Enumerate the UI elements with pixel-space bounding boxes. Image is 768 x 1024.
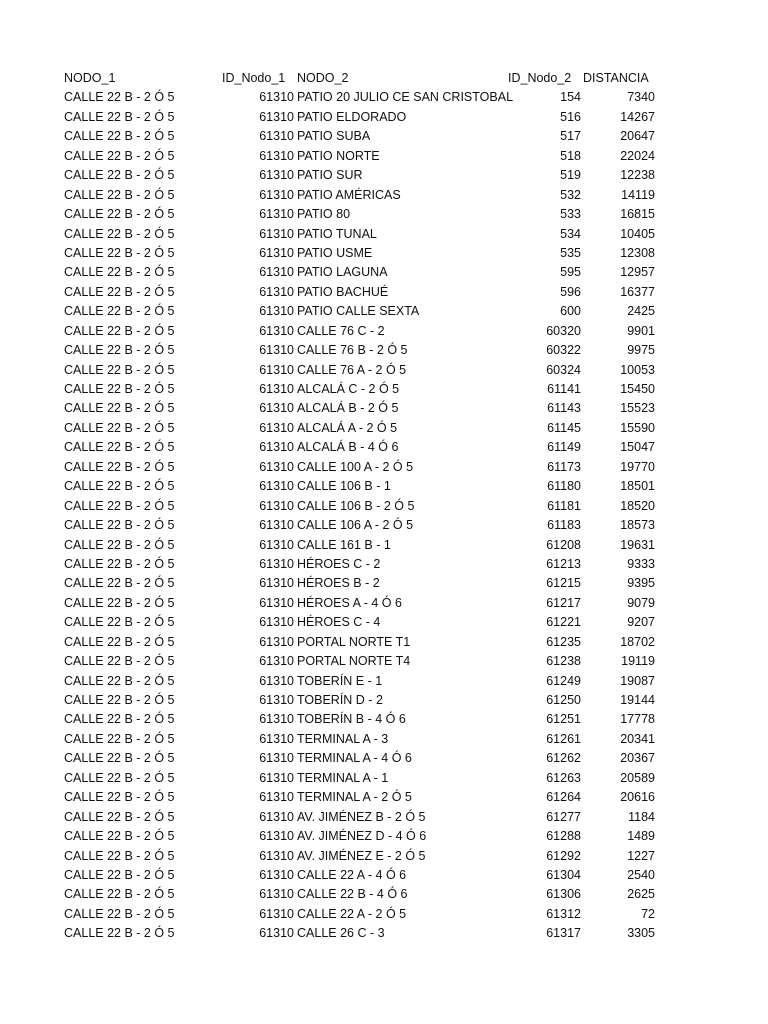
cell-nodo-2: HÉROES C - 2 <box>297 556 381 571</box>
cell-id-nodo-1: 61310 <box>259 615 294 630</box>
cell-nodo-1: CALLE 22 B - 2 Ó 5 <box>64 926 175 941</box>
cell-id-nodo-1: 61310 <box>259 148 294 163</box>
cell-nodo-1: CALLE 22 B - 2 Ó 5 <box>64 187 175 202</box>
cell-nodo-2: HÉROES B - 2 <box>297 576 380 591</box>
cell-id-nodo-1: 61310 <box>259 498 294 513</box>
cell-nodo-2: TERMINAL A - 2 Ó 5 <box>297 790 412 805</box>
cell-id-nodo-2: 519 <box>560 168 581 183</box>
cell-id-nodo-2: 61264 <box>546 790 581 805</box>
cell-nodo-2: AV. JIMÉNEZ E - 2 Ó 5 <box>297 848 426 863</box>
cell-distancia: 12957 <box>620 265 655 280</box>
cell-id-nodo-2: 595 <box>560 265 581 280</box>
cell-nodo-2: ALCALÁ B - 4 Ó 6 <box>297 440 399 455</box>
cell-nodo-2: CALLE 76 C - 2 <box>297 323 385 338</box>
cell-id-nodo-1: 61310 <box>259 284 294 299</box>
cell-id-nodo-2: 61261 <box>546 731 581 746</box>
cell-id-nodo-2: 535 <box>560 245 581 260</box>
cell-nodo-1: CALLE 22 B - 2 Ó 5 <box>64 304 175 319</box>
cell-id-nodo-1: 61310 <box>259 90 294 105</box>
cell-nodo-1: CALLE 22 B - 2 Ó 5 <box>64 207 175 222</box>
cell-id-nodo-1: 61310 <box>259 731 294 746</box>
cell-nodo-1: CALLE 22 B - 2 Ó 5 <box>64 148 175 163</box>
cell-id-nodo-1: 61310 <box>259 304 294 319</box>
cell-distancia: 72 <box>641 906 655 921</box>
cell-distancia: 16377 <box>620 284 655 299</box>
cell-nodo-2: TOBERÍN B - 4 Ó 6 <box>297 712 406 727</box>
cell-nodo-1: CALLE 22 B - 2 Ó 5 <box>64 226 175 241</box>
cell-id-nodo-1: 61310 <box>259 207 294 222</box>
cell-id-nodo-2: 61183 <box>547 518 581 533</box>
cell-id-nodo-1: 61310 <box>259 848 294 863</box>
cell-id-nodo-2: 61141 <box>547 382 581 396</box>
cell-distancia: 9901 <box>627 323 655 338</box>
cell-id-nodo-1: 61310 <box>259 168 294 183</box>
cell-id-nodo-2: 60320 <box>546 323 581 338</box>
cell-nodo-2: PATIO SUR <box>297 168 363 183</box>
cell-id-nodo-1: 61310 <box>259 323 294 338</box>
cell-id-nodo-1: 61310 <box>259 226 294 241</box>
cell-nodo-1: CALLE 22 B - 2 Ó 5 <box>64 362 175 377</box>
cell-id-nodo-2: 532 <box>560 187 581 202</box>
cell-nodo-2: PATIO NORTE <box>297 148 380 163</box>
cell-id-nodo-1: 61310 <box>259 887 294 902</box>
cell-nodo-2: CALLE 106 B - 2 Ó 5 <box>297 498 415 513</box>
cell-distancia: 2425 <box>627 304 655 319</box>
cell-nodo-2: PATIO AMÉRICAS <box>297 187 401 202</box>
cell-nodo-2: CALLE 106 A - 2 Ó 5 <box>297 518 414 533</box>
cell-id-nodo-1: 61310 <box>259 926 294 941</box>
cell-distancia: 2540 <box>627 867 655 882</box>
cell-nodo-2: CALLE 100 A - 2 Ó 5 <box>297 459 414 474</box>
cell-nodo-2: TERMINAL A - 4 Ó 6 <box>297 751 412 766</box>
header-nodo-1: NODO_1 <box>64 71 116 85</box>
cell-nodo-1: CALLE 22 B - 2 Ó 5 <box>64 245 175 260</box>
cell-id-nodo-2: 61208 <box>546 537 581 552</box>
cell-id-nodo-1: 61310 <box>259 809 294 824</box>
cell-id-nodo-1: 61310 <box>259 518 294 533</box>
cell-nodo-2: CALLE 22 B - 4 Ó 6 <box>297 887 408 902</box>
cell-id-nodo-2: 61250 <box>546 693 581 707</box>
cell-distancia: 22024 <box>620 148 655 163</box>
cell-id-nodo-2: 61306 <box>546 887 581 902</box>
cell-id-nodo-2: 61173 <box>547 459 581 474</box>
cell-nodo-2: CALLE 161 B - 1 <box>297 537 391 552</box>
cell-distancia: 10405 <box>620 226 655 241</box>
cell-nodo-2: CALLE 76 B - 2 Ó 5 <box>297 343 408 358</box>
cell-id-nodo-2: 61221 <box>546 615 581 630</box>
cell-id-nodo-2: 61317 <box>546 926 581 941</box>
header-nodo-2: NODO_2 <box>297 71 349 85</box>
cell-id-nodo-2: 61312 <box>546 906 581 921</box>
cell-nodo-1: CALLE 22 B - 2 Ó 5 <box>64 576 175 591</box>
cell-nodo-2: CALLE 106 B - 1 <box>297 479 391 494</box>
cell-distancia: 9333 <box>627 556 655 571</box>
cell-id-nodo-1: 61310 <box>259 770 294 785</box>
cell-nodo-1: CALLE 22 B - 2 Ó 5 <box>64 615 175 630</box>
cell-id-nodo-2: 61143 <box>547 401 581 416</box>
cell-id-nodo-2: 534 <box>560 226 581 241</box>
cell-nodo-1: CALLE 22 B - 2 Ó 5 <box>64 712 175 727</box>
cell-id-nodo-2: 516 <box>560 109 581 124</box>
cell-distancia: 3305 <box>627 926 655 941</box>
cell-nodo-2: TOBERÍN D - 2 <box>297 693 383 707</box>
cell-nodo-1: CALLE 22 B - 2 Ó 5 <box>64 284 175 299</box>
cell-distancia: 1184 <box>628 809 655 824</box>
cell-id-nodo-1: 61310 <box>259 479 294 494</box>
cell-nodo-1: CALLE 22 B - 2 Ó 5 <box>64 654 175 669</box>
cell-nodo-2: AV. JIMÉNEZ B - 2 Ó 5 <box>297 809 426 824</box>
cell-nodo-1: CALLE 22 B - 2 Ó 5 <box>64 751 175 766</box>
cell-distancia: 18573 <box>620 518 655 533</box>
cell-id-nodo-2: 518 <box>560 148 581 163</box>
cell-distancia: 20589 <box>620 770 655 785</box>
cell-id-nodo-2: 533 <box>560 207 581 222</box>
cell-distancia: 15523 <box>620 401 655 416</box>
cell-nodo-1: CALLE 22 B - 2 Ó 5 <box>64 459 175 474</box>
cell-distancia: 9975 <box>627 343 655 358</box>
cell-id-nodo-1: 61310 <box>259 693 294 707</box>
cell-distancia: 20616 <box>620 790 655 805</box>
cell-distancia: 16815 <box>620 207 655 222</box>
cell-id-nodo-1: 61310 <box>259 343 294 358</box>
header-id-nodo-1: ID_Nodo_1 <box>222 71 286 85</box>
cell-id-nodo-2: 61235 <box>546 634 581 649</box>
cell-nodo-1: CALLE 22 B - 2 Ó 5 <box>64 887 175 902</box>
cell-id-nodo-2: 61145 <box>547 420 581 435</box>
cell-id-nodo-2: 61263 <box>546 770 581 785</box>
cell-nodo-1: CALLE 22 B - 2 Ó 5 <box>64 867 175 882</box>
cell-distancia: 18702 <box>620 634 655 649</box>
cell-id-nodo-1: 61310 <box>259 109 294 124</box>
cell-nodo-1: CALLE 22 B - 2 Ó 5 <box>64 634 175 649</box>
cell-distancia: 20647 <box>620 129 655 144</box>
cell-id-nodo-2: 61288 <box>546 829 581 844</box>
cell-nodo-1: CALLE 22 B - 2 Ó 5 <box>64 323 175 338</box>
cell-nodo-2: PATIO 80 <box>297 207 351 222</box>
cell-id-nodo-1: 61310 <box>259 906 294 921</box>
cell-id-nodo-1: 61310 <box>259 556 294 571</box>
cell-id-nodo-1: 61310 <box>259 440 294 455</box>
cell-id-nodo-2: 60324 <box>546 362 581 377</box>
cell-id-nodo-2: 61238 <box>546 654 581 669</box>
cell-distancia: 1489 <box>627 829 655 844</box>
cell-nodo-2: PATIO 20 JULIO CE SAN CRISTOBAL <box>297 90 514 105</box>
cell-nodo-2: CALLE 22 A - 2 Ó 5 <box>297 906 407 921</box>
cell-id-nodo-2: 61251 <box>546 712 581 727</box>
cell-distancia: 19087 <box>620 673 655 688</box>
cell-nodo-2: ALCALÁ B - 2 Ó 5 <box>297 401 399 416</box>
cell-nodo-2: CALLE 22 A - 4 Ó 6 <box>297 867 407 882</box>
cell-id-nodo-2: 517 <box>560 129 581 144</box>
cell-nodo-1: CALLE 22 B - 2 Ó 5 <box>64 595 175 610</box>
cell-nodo-1: CALLE 22 B - 2 Ó 5 <box>64 401 175 416</box>
cell-distancia: 15450 <box>620 382 655 396</box>
cell-id-nodo-1: 61310 <box>259 187 294 202</box>
cell-nodo-1: CALLE 22 B - 2 Ó 5 <box>64 265 175 280</box>
cell-id-nodo-1: 61310 <box>259 576 294 591</box>
cell-nodo-1: CALLE 22 B - 2 Ó 5 <box>64 498 175 513</box>
cell-id-nodo-2: 61149 <box>547 440 581 455</box>
cell-nodo-2: TOBERÍN E - 1 <box>297 673 383 688</box>
cell-nodo-2: TERMINAL A - 3 <box>297 731 389 746</box>
cell-id-nodo-1: 61310 <box>259 712 294 727</box>
header-id-nodo-2: ID_Nodo_2 <box>508 71 572 85</box>
header-distancia: DISTANCIA <box>583 71 649 85</box>
cell-id-nodo-1: 61310 <box>259 362 294 377</box>
cell-nodo-2: PATIO USME <box>297 245 373 260</box>
cell-distancia: 9395 <box>627 576 655 591</box>
cell-id-nodo-2: 61249 <box>546 673 581 688</box>
cell-nodo-1: CALLE 22 B - 2 Ó 5 <box>64 109 175 124</box>
cell-distancia: 15047 <box>620 440 655 455</box>
cell-id-nodo-2: 61217 <box>546 595 581 610</box>
cell-id-nodo-1: 61310 <box>259 265 294 280</box>
cell-nodo-1: CALLE 22 B - 2 Ó 5 <box>64 420 175 435</box>
cell-nodo-1: CALLE 22 B - 2 Ó 5 <box>64 440 175 455</box>
cell-id-nodo-2: 61215 <box>546 576 581 591</box>
cell-nodo-1: CALLE 22 B - 2 Ó 5 <box>64 343 175 358</box>
cell-nodo-2: PATIO LAGUNA <box>297 265 388 280</box>
cell-id-nodo-1: 61310 <box>259 790 294 805</box>
cell-id-nodo-1: 61310 <box>259 537 294 552</box>
cell-distancia: 19631 <box>620 537 655 552</box>
cell-nodo-1: CALLE 22 B - 2 Ó 5 <box>64 693 175 707</box>
cell-id-nodo-2: 60322 <box>546 343 581 358</box>
cell-nodo-1: CALLE 22 B - 2 Ó 5 <box>64 537 175 552</box>
cell-nodo-1: CALLE 22 B - 2 Ó 5 <box>64 518 175 533</box>
cell-id-nodo-2: 596 <box>560 284 581 299</box>
cell-id-nodo-1: 61310 <box>259 654 294 669</box>
cell-distancia: 14267 <box>620 109 655 124</box>
cell-nodo-1: CALLE 22 B - 2 Ó 5 <box>64 673 175 688</box>
cell-distancia: 2625 <box>627 887 655 902</box>
cell-nodo-1: CALLE 22 B - 2 Ó 5 <box>64 809 175 824</box>
cell-distancia: 17778 <box>620 712 655 727</box>
cell-id-nodo-2: 154 <box>560 90 581 105</box>
cell-distancia: 20367 <box>620 751 655 766</box>
cell-distancia: 1227 <box>627 848 655 863</box>
cell-nodo-1: CALLE 22 B - 2 Ó 5 <box>64 790 175 805</box>
cell-nodo-2: PATIO ELDORADO <box>297 109 407 124</box>
cell-nodo-2: HÉROES A - 4 Ó 6 <box>297 595 402 610</box>
cell-nodo-1: CALLE 22 B - 2 Ó 5 <box>64 168 175 183</box>
cell-nodo-2: PATIO TUNAL <box>297 226 377 241</box>
cell-id-nodo-2: 61304 <box>546 867 581 882</box>
cell-nodo-1: CALLE 22 B - 2 Ó 5 <box>64 770 175 785</box>
cell-distancia: 15590 <box>620 420 655 435</box>
cell-nodo-1: CALLE 22 B - 2 Ó 5 <box>64 90 175 105</box>
cell-distancia: 7340 <box>627 90 655 105</box>
cell-nodo-2: PATIO BACHUÉ <box>297 284 389 299</box>
cell-nodo-2: PATIO CALLE SEXTA <box>297 304 420 319</box>
cell-nodo-1: CALLE 22 B - 2 Ó 5 <box>64 731 175 746</box>
cell-distancia: 14119 <box>621 187 655 202</box>
cell-nodo-2: PATIO SUBA <box>297 129 371 144</box>
cell-id-nodo-2: 61181 <box>547 498 581 513</box>
cell-nodo-2: ALCALÁ A - 2 Ó 5 <box>297 420 398 435</box>
cell-id-nodo-1: 61310 <box>259 401 294 416</box>
cell-id-nodo-2: 61277 <box>546 809 581 824</box>
cell-id-nodo-1: 61310 <box>259 829 294 844</box>
cell-id-nodo-1: 61310 <box>259 867 294 882</box>
cell-distancia: 18520 <box>620 498 655 513</box>
cell-nodo-1: CALLE 22 B - 2 Ó 5 <box>64 906 175 921</box>
cell-id-nodo-2: 61213 <box>546 556 581 571</box>
cell-nodo-2: HÉROES C - 4 <box>297 615 381 630</box>
cell-nodo-1: CALLE 22 B - 2 Ó 5 <box>64 479 175 494</box>
cell-nodo-2: TERMINAL A - 1 <box>297 770 389 785</box>
cell-id-nodo-1: 61310 <box>259 673 294 688</box>
cell-nodo-2: CALLE 76 A - 2 Ó 5 <box>297 362 407 377</box>
cell-id-nodo-1: 61310 <box>259 129 294 144</box>
cell-id-nodo-1: 61310 <box>259 751 294 766</box>
cell-distancia: 12238 <box>620 168 655 183</box>
cell-id-nodo-2: 61262 <box>546 751 581 766</box>
cell-id-nodo-1: 61310 <box>259 420 294 435</box>
cell-id-nodo-1: 61310 <box>259 459 294 474</box>
cell-distancia: 9079 <box>627 595 655 610</box>
cell-nodo-2: CALLE 26 C - 3 <box>297 926 385 941</box>
cell-distancia: 10053 <box>620 362 655 377</box>
cell-distancia: 19119 <box>621 654 655 669</box>
cell-nodo-1: CALLE 22 B - 2 Ó 5 <box>64 556 175 571</box>
cell-nodo-1: CALLE 22 B - 2 Ó 5 <box>64 129 175 144</box>
cell-nodo-2: AV. JIMÉNEZ D - 4 Ó 6 <box>297 829 427 844</box>
cell-distancia: 20341 <box>620 731 655 746</box>
cell-distancia: 12308 <box>620 245 655 260</box>
cell-distancia: 19770 <box>620 459 655 474</box>
cell-distancia: 9207 <box>627 615 655 630</box>
cell-id-nodo-1: 61310 <box>259 382 294 396</box>
cell-id-nodo-2: 61292 <box>546 848 581 863</box>
cell-nodo-2: PORTAL NORTE T4 <box>297 654 411 669</box>
cell-nodo-1: CALLE 22 B - 2 Ó 5 <box>64 382 175 396</box>
cell-id-nodo-2: 61180 <box>547 479 581 494</box>
cell-id-nodo-2: 600 <box>560 304 581 319</box>
cell-distancia: 19144 <box>620 693 655 707</box>
cell-id-nodo-1: 61310 <box>259 245 294 260</box>
cell-distancia: 18501 <box>620 479 655 494</box>
cell-id-nodo-1: 61310 <box>259 634 294 649</box>
cell-id-nodo-1: 61310 <box>259 595 294 610</box>
cell-nodo-2: PORTAL NORTE T1 <box>297 634 411 649</box>
cell-nodo-1: CALLE 22 B - 2 Ó 5 <box>64 829 175 844</box>
cell-nodo-1: CALLE 22 B - 2 Ó 5 <box>64 848 175 863</box>
cell-nodo-2: ALCALÁ C - 2 Ó 5 <box>297 382 400 396</box>
